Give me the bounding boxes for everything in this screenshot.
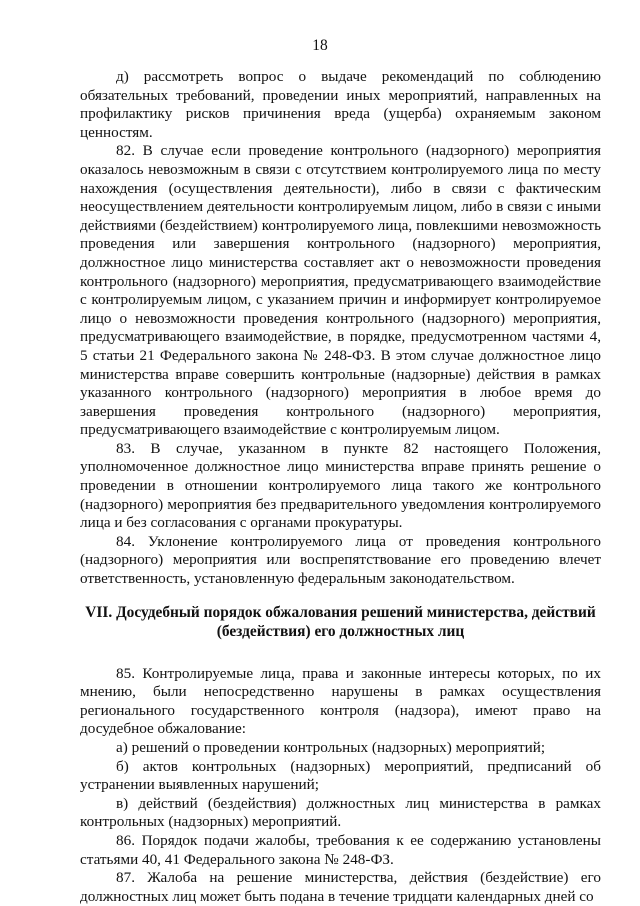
list-item-b: б) актов контрольных (надзорных) мероприятий, предписаний об устранении выявленных нарушений; xyxy=(80,757,601,794)
paragraph-84: 84. Уклонение контролируемого лица от проведения контрольного (надзорного) мероприятия или воспрепятствование его проведению влечет ответственность, установленную федеральным законодательством. xyxy=(80,532,601,588)
section-heading-line-2: (бездействия) его должностных лиц xyxy=(216,622,465,640)
section-heading-line-1: VII. Досудебный порядок обжалования решений министерства, действий xyxy=(85,603,596,621)
list-item-a: а) решений о проведении контрольных (надзорных) мероприятий; xyxy=(116,739,546,756)
paragraph-85: 85. Контролируемые лица, права и законные интересы которых, по их мнению, были непосредственно нарушены в рамках осуществления регионального государственного контроля (надзора), имеют право на досудебное обжалование: xyxy=(80,664,601,738)
list-item-v: в) действий (бездействия) должностных лиц министерства в рамках контрольных (надзорных) мероприятий. xyxy=(80,794,601,831)
paragraph-83: 83. В случае, указанном в пункте 82 настоящего Положения, уполномоченное должностное лицо министерства вправе принять решение о проведении в отношении контролируемого лица такого же контрольного (надзорного) мероприятия без предварительного уведомления контролируемого лица и без согласования с органами прокуратуры. xyxy=(80,439,601,532)
section-heading xyxy=(80,603,601,641)
document-body xyxy=(80,68,601,906)
paragraph-87: 87. Жалоба на решение министерства, действия (бездействие) его должностных лиц может быть подана в течение тридцати календарных дней со xyxy=(80,869,601,905)
paragraph-d-recommendations: д) рассмотреть вопрос о выдаче рекомендаций по соблюдению обязательных требований, проведении иных мероприятий, направленных на профилактику рисков причинения вреда (ущерба) охраняемым законом ценностям. xyxy=(80,68,601,141)
paragraph-86: 86. Порядок подачи жалобы, требования к ее содержанию установлены статьями 40, 41 Федерального закона № 248-ФЗ. xyxy=(80,831,601,868)
paragraph-82: 82. В случае если проведение контрольного (надзорного) мероприятия оказалось невозможным в связи с отсутствием контролируемого лица по месту нахождения (осуществления деятельности), либо в связи с фактическим неосуществлением деятельности контролируемым лицом, либо в связи с иными действиями (бездействием) контролируемого лица, повлекшими невозможность проведения или завершения контрольного (надзорного) мероприятия, должностное лицо министерства составляет акт о невозможности проведения контрольного (надзорного) мероприятия, предусматривающего взаимодействие с контролируемым лицом, с указанием причин и информирует контролируемое лицо о невозможности проведения контрольного (надзорного) мероприятия, предусматривающего взаимодействие, в порядке, предусмотренном частями 4, 5 статьи 21 Федерального закона № 248-ФЗ. В этом случае должностное лицо министерства вправе совершить контрольные (надзорные) действия в рамках указанного контрольного (надзорного) мероприятия в любое время до завершения проведения контрольного (надзорного) мероприятия, предусматривающего взаимодействие с контролируемым лицом. xyxy=(80,142,601,439)
page-number: 18 xyxy=(312,37,328,54)
section-spacer xyxy=(80,641,601,665)
